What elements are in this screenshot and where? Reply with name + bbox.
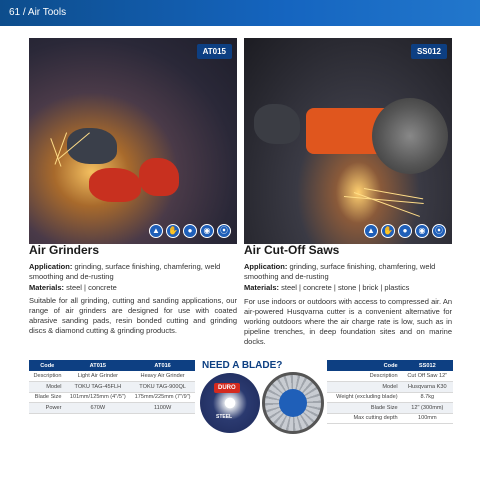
operator-glove <box>254 104 300 144</box>
table-row <box>29 403 195 414</box>
table-cell: Husqvarna K30 <box>402 382 453 393</box>
product-tag: AT015 <box>197 44 232 59</box>
table-cell: Light Air Grinder <box>65 371 130 382</box>
product-description: For use indoors or outdoors with access to compressed air. An air-powered Husqvarna cutter is a convenient alternative for working outdoors where the air charge rate is low, such as in pipeline trenches, in deep foundation sites and on marine docks. <box>244 297 452 346</box>
product-tag: SS012 <box>411 44 447 59</box>
table-header: Code <box>29 360 65 371</box>
table-row <box>327 392 453 403</box>
ear-protection-icon: ⦿ <box>217 224 231 238</box>
table-cell: 175mm/225mm (7"/9") <box>130 392 195 403</box>
product-description: Suitable for all grinding, cutting and sanding applications, our range of air grinders are designed for use with coated abrasive sanding pads, resin bonded cutting and grinding discs & diamond cutting & grinding products. <box>29 296 237 335</box>
materials-value: steel | concrete | stone | brick | plastics <box>281 283 410 292</box>
ear-protection-icon: ⦿ <box>432 224 446 238</box>
right-spec-table <box>327 360 453 424</box>
boot-icon: ▲ <box>149 224 163 238</box>
table-cell: TOKU TAG-45FLH <box>65 382 130 393</box>
materials-label: Materials: <box>244 283 280 292</box>
blade-sub-label: STEEL <box>216 414 233 420</box>
table-cell: Power <box>29 403 65 414</box>
table-cell: Description <box>327 371 402 382</box>
table-row <box>327 382 453 393</box>
diamond-blade-center <box>279 389 307 417</box>
goggles-icon: ◉ <box>200 224 214 238</box>
table-header: AT015 <box>65 360 130 371</box>
materials-text <box>244 283 452 293</box>
air-grinder-photo <box>29 38 237 244</box>
page-title: 61 / Air Tools <box>9 7 67 18</box>
materials-text <box>29 283 237 293</box>
table-cell: 101mm/125mm (4"/5") <box>65 392 130 403</box>
glove-left <box>89 168 141 202</box>
table-header: AT016 <box>130 360 195 371</box>
table-cell: Cut Off Saw 12" <box>402 371 453 382</box>
table-header-row <box>29 360 195 371</box>
blade-promo-title: NEED A BLADE? <box>202 360 283 371</box>
table-cell: Weight (excluding blade) <box>327 392 402 403</box>
glove-icon: ✋ <box>166 224 180 238</box>
mask-icon: ● <box>398 224 412 238</box>
table-cell: 8.7kg <box>402 392 453 403</box>
page-header <box>0 0 480 26</box>
materials-value: steel | concrete <box>66 283 117 292</box>
table-row <box>29 371 195 382</box>
table-row <box>327 371 453 382</box>
table-cell: Model <box>327 382 402 393</box>
table-cell: 100mm <box>402 413 453 424</box>
table-cell: Model <box>29 382 65 393</box>
table-cell: Blade Size <box>327 403 402 414</box>
cutting-disc-image <box>200 373 260 433</box>
table-header: Code <box>327 360 402 371</box>
table-cell: Heavy Air Grinder <box>130 371 195 382</box>
table-cell: 12" (300mm) <box>402 403 453 414</box>
application-value: grinding, surface finishing, chamfering, weld smoothing and de-rusting <box>29 262 221 281</box>
table-cell: Description <box>29 371 65 382</box>
application-text <box>29 262 237 282</box>
application-label: Application: <box>244 262 288 271</box>
boot-icon: ▲ <box>364 224 378 238</box>
application-value: grinding, surface finishing, chamfering, weld smoothing and de-rusting <box>244 262 436 281</box>
table-cell: TOKU TAG-900QL <box>130 382 195 393</box>
application-label: Application: <box>29 262 73 271</box>
application-text <box>244 262 452 282</box>
goggles-icon: ◉ <box>415 224 429 238</box>
table-header-row <box>327 360 453 371</box>
materials-label: Materials: <box>29 283 65 292</box>
section-heading: Air Grinders <box>29 243 100 257</box>
ppe-icons <box>149 224 231 238</box>
ppe-icons <box>364 224 446 238</box>
glove-icon: ✋ <box>381 224 395 238</box>
table-cell: 670W <box>65 403 130 414</box>
cut-off-saw-photo <box>244 38 452 244</box>
blade-brand-label: DURO <box>214 383 240 393</box>
table-cell: 1100W <box>130 403 195 414</box>
table-row <box>327 403 453 414</box>
left-spec-table <box>29 360 195 414</box>
mask-icon: ● <box>183 224 197 238</box>
saw-disc <box>372 98 448 174</box>
table-row <box>29 382 195 393</box>
table-cell: Blade Size <box>29 392 65 403</box>
section-heading: Air Cut-Off Saws <box>244 243 340 257</box>
table-row <box>327 413 453 424</box>
table-header: SS012 <box>402 360 453 371</box>
spark <box>55 132 68 164</box>
table-cell: Max cutting depth <box>327 413 402 424</box>
glove-right <box>139 158 179 196</box>
table-row <box>29 392 195 403</box>
